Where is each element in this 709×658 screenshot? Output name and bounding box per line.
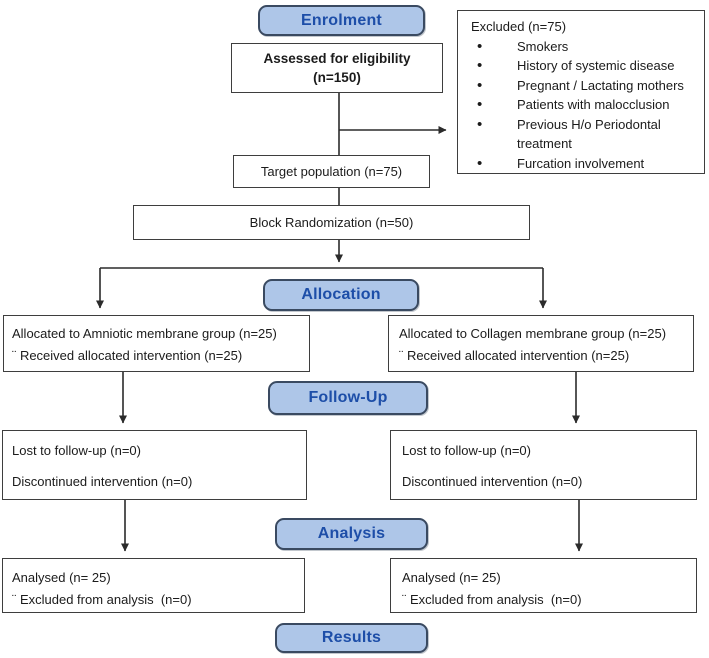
- analysed-count-line: Analysed (n= 25): [12, 570, 111, 585]
- excluded-reason-text: Previous H/o Periodontal treatment: [517, 116, 665, 151]
- analysed-count-line: Analysed (n= 25): [402, 570, 501, 585]
- excluded-from-analysis-line: ¨ Excluded from analysis (n=0): [402, 592, 582, 607]
- lost-followup-amniotic-box: [2, 430, 307, 500]
- excluded-reason-text: Smokers: [517, 38, 569, 54]
- allocation-phase-header: [263, 279, 419, 311]
- excluded-reason-text: History of systemic disease: [517, 58, 675, 73]
- allocated-amniotic-line2: ¨ Received allocated intervention (n=25): [12, 348, 243, 363]
- allocated-amniotic-line1: Allocated to Amniotic membrane group (n=25): [12, 326, 277, 341]
- excluded-reason-text: Patients with malocclusion: [517, 97, 670, 112]
- bullet-icon: [477, 37, 517, 57]
- block-randomization-label: Block Randomization (n=50): [249, 214, 414, 230]
- allocation-phase-label: Allocation: [301, 286, 381, 303]
- bullet-icon: [477, 56, 517, 76]
- discontinued-intervention-line: Discontinued intervention (n=0): [12, 474, 193, 489]
- analysed-amniotic-box: [2, 558, 305, 613]
- bullet-icon: [477, 154, 517, 174]
- lost-followup-collagen-box: [390, 430, 697, 500]
- analysis-phase-label: Analysis: [317, 525, 386, 542]
- enrolment-phase-header: [258, 5, 425, 36]
- excluded-reasons-list: [471, 37, 698, 174]
- analysis-phase-header: [275, 518, 428, 550]
- lost-followup-line: Lost to follow-up (n=0): [12, 443, 141, 458]
- assessed-eligibility-box: [231, 43, 443, 93]
- excluded-reason-item: [471, 56, 698, 76]
- allocated-collagen-line2: ¨ Received allocated intervention (n=25): [399, 348, 630, 363]
- assessed-eligibility-count: (n=150): [313, 70, 361, 85]
- target-population-box: [233, 155, 430, 188]
- discontinued-intervention-line: Discontinued intervention (n=0): [402, 474, 583, 489]
- results-phase-header: [275, 623, 428, 653]
- excluded-title: Excluded (n=75): [471, 19, 567, 34]
- excluded-reason-item: [471, 37, 698, 57]
- allocated-amniotic-box: [3, 315, 310, 372]
- excluded-reason-item: [471, 154, 698, 174]
- allocated-collagen-line1: Allocated to Collagen membrane group (n=25): [399, 326, 667, 341]
- excluded-reason-item: [471, 76, 698, 96]
- enrolment-phase-label: Enrolment: [301, 11, 382, 29]
- block-randomization-box: [133, 205, 530, 240]
- allocated-collagen-box: [388, 315, 694, 372]
- results-phase-label: Results: [321, 629, 382, 646]
- analysed-collagen-box: [390, 558, 697, 613]
- bullet-icon: [477, 76, 517, 96]
- followup-phase-label: Follow-Up: [308, 389, 388, 406]
- target-population-label: Target population (n=75): [260, 163, 403, 179]
- assessed-eligibility-line1: Assessed for eligibility: [263, 51, 411, 66]
- bullet-icon: [477, 115, 517, 154]
- lost-followup-line: Lost to follow-up (n=0): [402, 443, 531, 458]
- excluded-reason-text: Pregnant / Lactating mothers: [517, 77, 684, 93]
- excluded-reason-item: [471, 115, 698, 154]
- excluded-from-analysis-line: ¨ Excluded from analysis (n=0): [12, 592, 192, 607]
- excluded-reason-item: [471, 95, 698, 115]
- followup-phase-header: [268, 381, 428, 415]
- excluded-reason-text: Furcation involvement: [517, 155, 645, 171]
- excluded-box: [457, 10, 705, 174]
- bullet-icon: [477, 95, 517, 115]
